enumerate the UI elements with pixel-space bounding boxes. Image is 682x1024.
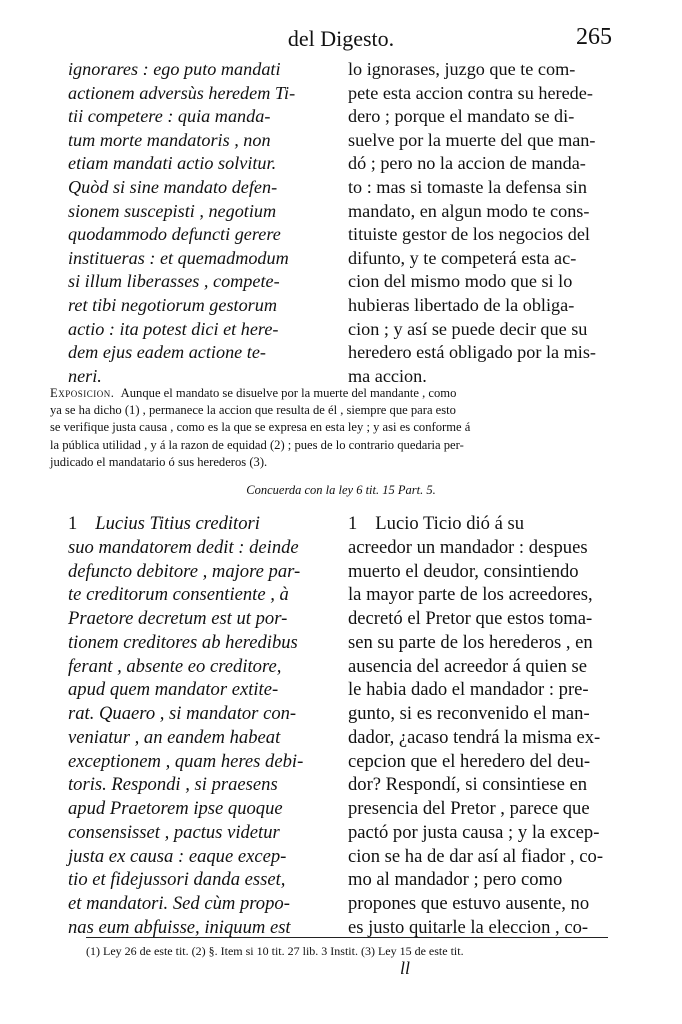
- text-line: presencia del Pretor , parece que: [348, 798, 590, 819]
- text-line: exceptionem , quam heres debi-: [68, 750, 304, 772]
- text-line: tii competere : quia manda-: [68, 106, 271, 127]
- text-line: suelve por la muerte del que man-: [348, 129, 596, 150]
- text-line: dor? Respondí, si consintiese en: [348, 774, 588, 796]
- text-line: propones que estuvo ausente, no: [348, 893, 590, 914]
- text-line: to : mas si tomaste la defensa sin: [348, 176, 587, 197]
- text-line: te creditorum consentiente , à: [68, 584, 289, 606]
- text-line: et mandatori. Sed cùm propo-: [68, 893, 290, 914]
- text-line: se verifique justa causa , como es la que se expresa en esta ley ; y asi es conforme á: [50, 420, 471, 435]
- text-line: dador, ¿acaso tendrá la misma ex-: [348, 726, 601, 748]
- text-line: decretó el Pretor que estos toma-: [348, 608, 593, 629]
- text-line: mo al mandador ; pero como: [348, 869, 563, 891]
- spanish-column-section-1: [348, 512, 616, 940]
- text-line: muerto el deudor, consintiendo: [348, 560, 579, 582]
- text-line: consensisset , pactus videtur: [68, 821, 280, 843]
- text-line: institueras : et quemadmodum: [68, 247, 289, 268]
- text-line: suo mandatorem dedit : deinde: [68, 536, 299, 558]
- text-line: apud Praetorem ipse quoque: [68, 798, 283, 819]
- text-line: dó ; pero no la accion de manda-: [348, 153, 586, 174]
- text-line: judicado el mandatario ó sus herederos (3).: [50, 454, 268, 469]
- text-line: tio et fidejussori danda esset,: [68, 869, 286, 891]
- text-line: la pública utilidad , y á la razon de equidad (2) ; pues de lo contrario quedaria per-: [50, 437, 464, 452]
- text-line: quodammodo defuncti gerere: [68, 224, 281, 245]
- text-line: toris. Respondi , si praesens: [68, 774, 278, 796]
- text-line: sionem suscepisti , negotium: [68, 200, 277, 221]
- text-line: ausencia del acreedor á quien se: [348, 655, 588, 677]
- text-line: [348, 512, 616, 536]
- text-line: veniatur , an eandem habeat: [68, 726, 281, 748]
- text-line: la mayor parte de los acreedores,: [348, 584, 593, 606]
- text-line: es justo quitarle la eleccion , co-: [348, 916, 589, 938]
- text-line: tum morte mandatoris , non: [68, 129, 271, 150]
- page-header: [0, 22, 682, 56]
- text-line: heredero está obligado por la mis-: [348, 342, 596, 363]
- text-line-body: Lucius Titius creditori: [95, 513, 260, 534]
- text-line: dem ejus eadem actione te-: [68, 342, 266, 363]
- text-line: ignorares : ego puto mandati: [68, 59, 281, 79]
- text-line: si illum liberasses , compete-: [68, 271, 280, 292]
- text-line-body: Aunque el mandato se disuelve por la muerte del mandante , como: [120, 386, 457, 400]
- section-number: 1: [348, 513, 358, 534]
- text-line: pete esta accion contra su herede-: [348, 82, 593, 103]
- text-line: lo ignorases, juzgo que te com-: [348, 59, 576, 79]
- text-line: cion del mismo modo que si lo: [348, 271, 573, 292]
- signature-mark: ll: [400, 958, 411, 978]
- text-line: justa ex causa : eaque excep-: [68, 845, 287, 867]
- text-line: hubieras libertado de la obliga-: [348, 294, 575, 315]
- text-line: ret tibi negotiorum gestorum: [68, 294, 277, 315]
- section-number: 1: [68, 513, 78, 534]
- text-line: cepcion que el heredero del deu-: [348, 750, 591, 772]
- text-line: mandato, en algun modo te cons-: [348, 200, 590, 221]
- text-line: rat. Quaero , si mandator con-: [68, 703, 297, 724]
- running-title: del Digesto.: [287, 26, 395, 51]
- exposicion-paragraph: [50, 385, 634, 471]
- text-line: difunto, y te competerá esta ac-: [348, 247, 577, 268]
- text-line: neri.: [68, 365, 102, 386]
- text-line: sen su parte de los herederos , en: [348, 631, 593, 653]
- section-1-columns: [68, 512, 616, 940]
- concuerda-note: Concuerda con la ley 6 tit. 15 Part. 5.: [246, 483, 436, 497]
- text-line: Quòd si sine mandato defen-: [68, 176, 278, 197]
- text-line: dero ; porque el mandato se di-: [348, 106, 575, 127]
- footnotes: (1) Ley 26 de este tit. (2) §. Item si 10 tit. 27 lib. 3 Instit. (3) Ley 15 de este tit.: [86, 944, 464, 958]
- text-line: nas eum abfuisse, iniquum est: [68, 916, 291, 938]
- text-line: cion se ha de dar así al fiador , co-: [348, 845, 604, 867]
- text-line: ferant , absente eo creditore,: [68, 655, 282, 677]
- text-line: le habia dado el mandador : pre-: [348, 679, 589, 701]
- text-line: Praetore decretum est ut por-: [68, 608, 288, 629]
- text-line: [68, 512, 333, 536]
- latin-column-top: [68, 58, 333, 388]
- page-number: 265: [576, 24, 612, 50]
- text-line: acreedor un mandador : despues: [348, 536, 588, 558]
- text-line: actio : ita potest dici et here-: [68, 318, 279, 339]
- text-line: tituiste gestor de los negocios del: [348, 224, 590, 245]
- text-line-body: Lucio Ticio dió á su: [375, 513, 525, 534]
- text-line: ma accion.: [348, 365, 427, 386]
- top-columns: [68, 58, 616, 388]
- text-line: pactó por justa causa ; y la excep-: [348, 821, 600, 843]
- text-line: etiam mandati actio solvitur.: [68, 153, 277, 174]
- text-line: cion ; y así se puede decir que su: [348, 318, 588, 339]
- text-line: actionem adversùs heredem Ti-: [68, 82, 296, 103]
- footnote-divider: [86, 937, 608, 938]
- text-line: tionem creditores ab heredibus: [68, 631, 298, 653]
- spanish-column-top: [348, 58, 616, 388]
- text-line: ya se ha dicho (1) , permanece la accion que resulta de él , siempre que para esto: [50, 403, 456, 418]
- exposicion-lead: Exposicion.: [50, 386, 115, 400]
- latin-column-section-1: [68, 512, 333, 940]
- text-line: apud quem mandator extite-: [68, 679, 279, 701]
- text-line: [50, 385, 634, 402]
- text-line: defuncto debitore , majore par-: [68, 560, 301, 582]
- text-line: gunto, si es reconvenido el man-: [348, 703, 590, 724]
